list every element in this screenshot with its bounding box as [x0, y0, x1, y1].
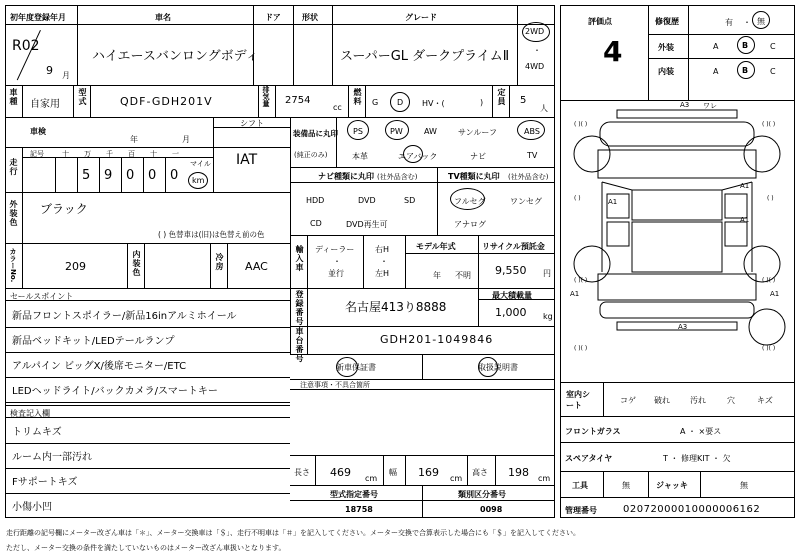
spare-label: スペアタイヤ — [565, 454, 613, 463]
inspector-label: 検査記入欄 — [10, 409, 50, 418]
reg-month-unit: 月 — [62, 71, 70, 80]
inspector-note-line: ルーム内一部汚れ — [12, 452, 92, 463]
length-unit: cm — [365, 474, 378, 483]
inspector-note-line: 小傷小凹 — [12, 502, 52, 513]
sales-point-line: アルパイン ビッグX/後席モニター/ETC — [12, 361, 187, 372]
diagram-mark: A1 — [608, 198, 618, 206]
ac-label: 冷房 — [215, 253, 224, 271]
type-cert: 18758 — [345, 505, 373, 514]
spare: T ・ 修理KIT ・ 欠 — [663, 454, 731, 463]
diagram-mark: A3 — [678, 323, 688, 331]
door-label: ドア — [265, 13, 281, 22]
length-label: 長さ — [294, 468, 310, 477]
equipment-label: 装備品に丸印 — [293, 129, 338, 138]
tv-item: ワンセグ — [510, 197, 542, 206]
score: 4 — [603, 35, 623, 68]
inspector-note-line: Fサポートキズ — [12, 477, 78, 488]
fuel-g: G — [372, 98, 379, 107]
svg-text:( )( ): ( )( ) — [574, 121, 588, 128]
tools-label: 工具 — [572, 481, 588, 490]
tv-item: アナログ — [454, 220, 486, 229]
mileage-column-header: 一 — [172, 150, 179, 158]
width: 169 — [418, 466, 439, 479]
navi-item: CD — [310, 219, 322, 228]
import-parallel: 並行 — [328, 269, 344, 278]
footer-line-2: ただし、メーター交換の条件を満たしていないものはメーター改ざん車扱いとなります。 — [6, 544, 286, 552]
model-label: 型式 — [78, 88, 87, 106]
model: QDF-GDH201V — [120, 95, 213, 108]
tv-sub: (社外品含む) — [508, 173, 549, 181]
seat-item: コゲ — [620, 396, 636, 405]
navi-item: DVD — [358, 196, 376, 205]
equipment-item: サンルーフ — [458, 128, 497, 137]
tools: 無 — [622, 481, 630, 490]
km-label: km — [192, 176, 205, 185]
equipment-item: ナビ — [470, 152, 486, 161]
navi-sub: (社外品含む) — [377, 173, 418, 181]
equipment-item: エアバック — [398, 152, 438, 161]
plate-value: 名古屋413り8888 — [345, 300, 447, 314]
repair-no: 無 — [757, 17, 765, 26]
interior-color-label: 内装色 — [132, 250, 141, 277]
reg-month: 9 — [46, 64, 53, 77]
fuel-hv: HV・( — [422, 99, 445, 108]
diagram-mark: A1 — [570, 290, 580, 298]
plate-label: 登録番号 — [295, 290, 304, 326]
reg-year: R02 — [12, 38, 40, 54]
inspection-label: 車検 — [30, 127, 46, 136]
mileage-column-header: 記号 — [30, 150, 44, 158]
model-year-unknown: 不明 — [455, 271, 471, 280]
diagram-mark: A1 — [740, 216, 750, 224]
capacity: 5 — [520, 95, 527, 106]
equipment-item: TV — [527, 151, 538, 160]
mileage-digit: 0 — [170, 168, 179, 183]
score-label: 評価点 — [588, 17, 612, 26]
import-right: 右H — [375, 245, 390, 254]
drive-2wd: 2WD — [525, 27, 545, 36]
windshield: A ・ ×要ス — [680, 427, 722, 436]
sales-point-line: 新品フロントスポイラー/新品16inアルミホイール — [12, 311, 237, 322]
interior-b: B — [742, 66, 749, 75]
color-note: ( ) 色替車は(旧)は色替え前の色 — [158, 230, 265, 239]
car-diagram — [562, 102, 793, 382]
color-no-label: カラーNo. — [9, 248, 17, 283]
equipment-item: ABS — [524, 127, 540, 136]
car-name: ハイエースバンロングボディ — [92, 49, 259, 64]
navi-label: ナビ種類に丸印 — [318, 172, 374, 181]
car-type: 自家用 — [30, 99, 60, 110]
exterior-b: B — [742, 41, 749, 50]
mileage-digit: 0 — [126, 168, 135, 183]
seat-label: 室内シート — [566, 390, 590, 410]
mileage-column-header: 十 — [62, 150, 69, 158]
mgmt: 02072000010000006162 — [623, 504, 761, 515]
manual: 取扱説明書 — [478, 363, 518, 372]
shift: IAT — [236, 152, 258, 168]
diagram-mark: A3 — [680, 101, 690, 109]
navi-item: DVD再生可 — [346, 220, 388, 229]
recycle-label: リサイクル預託金 — [482, 242, 545, 251]
mileage-digit: 5 — [82, 168, 91, 183]
interior-label: 内装 — [658, 67, 674, 76]
grade: スーパーGL ダークプライムⅡ — [340, 49, 510, 64]
height-unit: cm — [538, 474, 551, 483]
equipment-item: 本革 — [352, 152, 368, 161]
windshield-label: フロントガラス — [565, 427, 621, 436]
svg-text:( ): ( ) — [574, 195, 581, 202]
mileage-digit: 0 — [148, 168, 157, 183]
load: 1,000 — [495, 306, 527, 319]
inspection-month-unit: 月 — [182, 135, 190, 144]
color-no: 209 — [65, 260, 86, 273]
chassis: GDH201-1049846 — [380, 333, 494, 346]
svg-text:( )( ): ( )( ) — [762, 345, 776, 352]
mileage-column-header: 百 — [128, 150, 135, 158]
fuel-label: 燃料 — [353, 88, 362, 106]
seat-item: キズ — [757, 396, 773, 405]
seat-item: 穴 — [727, 396, 735, 405]
equipment-item: AW — [424, 127, 437, 136]
class-label: 類別区分番号 — [458, 490, 506, 499]
equipment-sub: (純正のみ) — [294, 151, 328, 159]
mileage-label: 走行 — [9, 158, 18, 176]
jack-label: ジャッキ — [656, 481, 688, 490]
grade-label: グレード — [405, 13, 437, 22]
tv-label: TV種類に丸印 — [448, 172, 500, 181]
car-type-label: 車種 — [9, 88, 18, 106]
mileage-digit: 9 — [104, 168, 113, 183]
load-unit: kg — [543, 312, 553, 321]
displacement: 2754 — [285, 95, 311, 106]
import-label: 輸入車 — [295, 245, 304, 272]
diagram-mark: ワレ — [703, 102, 717, 110]
svg-text:( )( ): ( )( ) — [762, 121, 776, 128]
diagram-mark: A1 — [770, 290, 780, 298]
fuel-d: D — [397, 98, 404, 107]
equipment-item: PW — [390, 127, 403, 136]
tv-item: フルセグ — [454, 197, 486, 206]
car-name-label: 車名 — [155, 13, 171, 22]
footer-line-1: 走行距離の記号欄にメーター改ざん車は「＊」、メーター交換車は「＄」、走行不明車は「＃」を記入してください。メーター交換で合算表示した場合にも「＄」を記入してください。 — [6, 529, 580, 537]
repair-yes: 有 — [725, 18, 733, 27]
interior-a: A — [713, 67, 719, 76]
exterior-a: A — [713, 42, 719, 51]
navi-item: HDD — [306, 196, 325, 205]
mileage-column-header: 千 — [106, 150, 113, 158]
navi-item: SD — [404, 196, 416, 205]
seat-item: 汚れ — [690, 396, 706, 405]
capacity-label: 定員 — [497, 88, 506, 106]
exterior-c: C — [770, 42, 776, 51]
model-year-label: モデル年式 — [416, 242, 456, 251]
interior-c: C — [770, 67, 776, 76]
sales-point-line: LEDヘッドライト/バックカメラ/スマートキー — [12, 386, 218, 397]
ac: AAC — [245, 260, 268, 273]
sales-point-line: 新品ベッドキット/LEDテールランプ — [12, 336, 175, 347]
shape-label: 形状 — [302, 13, 318, 22]
chassis-label: 車台番号 — [295, 327, 304, 363]
height: 198 — [508, 466, 529, 479]
import-left: 左H — [375, 269, 390, 278]
diagram-mark: A1 — [740, 182, 750, 190]
repair-label: 修復歴 — [655, 17, 679, 26]
new-warranty: 新車保証書 — [336, 363, 376, 372]
mgmt-label: 管理番号 — [565, 506, 597, 515]
notes-label: 注意事項・不具合箇所 — [300, 381, 370, 389]
width-unit: cm — [450, 474, 463, 483]
type-cert-label: 型式指定番号 — [330, 490, 378, 499]
length: 469 — [330, 466, 351, 479]
exterior-label: 外装 — [658, 43, 674, 52]
svg-text:( )( ): ( )( ) — [574, 345, 588, 352]
mileage-column-header: 万 — [84, 150, 91, 158]
color-label: 外装色 — [9, 200, 18, 227]
displacement-unit: cc — [333, 103, 342, 112]
reg-year-label: 初年度登録年月 — [10, 13, 66, 22]
svg-text:( )( ): ( )( ) — [574, 277, 588, 284]
mile-label: マイル — [190, 160, 211, 168]
drive-4wd: 4WD — [525, 62, 545, 71]
displacement-label: 排気量 — [262, 86, 270, 107]
equipment-item: PS — [353, 127, 363, 136]
seat-item: 破れ — [654, 396, 670, 405]
color: ブラック — [40, 202, 88, 216]
jack: 無 — [740, 481, 748, 490]
width-label: 幅 — [389, 468, 397, 477]
import-dealer: ディーラー — [315, 245, 355, 254]
svg-text:( ): ( ) — [767, 195, 774, 202]
fuel-close: ) — [480, 98, 484, 107]
inspector-note-line: トリムキズ — [12, 427, 62, 438]
svg-text:( )( ): ( )( ) — [762, 277, 776, 284]
height-label: 高さ — [472, 468, 488, 477]
class: 0098 — [480, 505, 503, 514]
load-label: 最大積載量 — [492, 291, 532, 300]
inspection-year-unit: 年 — [130, 135, 138, 144]
recycle: 9,550 — [495, 264, 527, 277]
sales-points-label: セールスポイント — [10, 292, 74, 301]
shift-label: シフト — [240, 119, 264, 128]
capacity-unit: 人 — [540, 104, 548, 113]
model-year-unit: 年 — [433, 271, 441, 280]
mileage-column-header: 十 — [150, 150, 157, 158]
recycle-unit: 円 — [543, 269, 551, 278]
